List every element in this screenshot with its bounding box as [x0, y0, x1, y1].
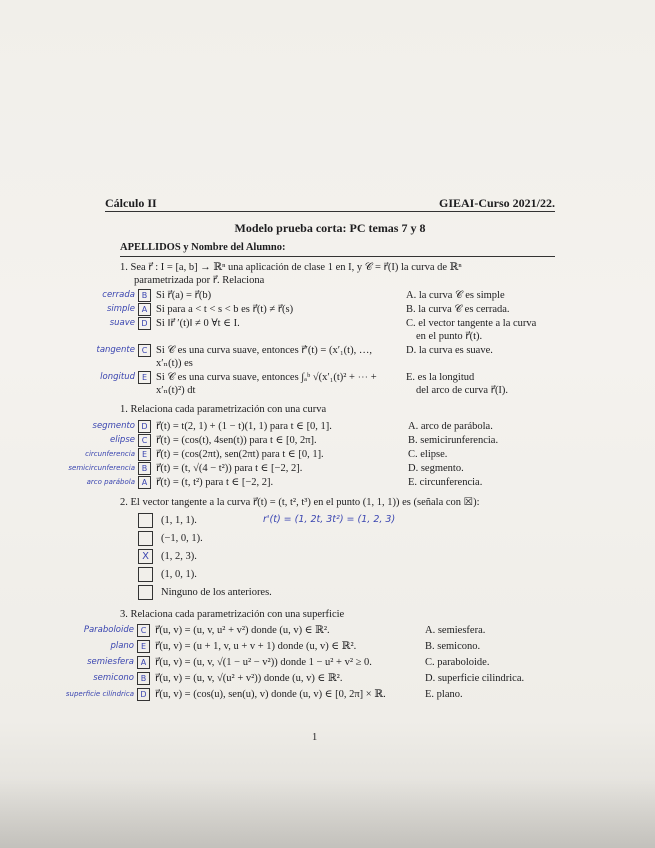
answer-box[interactable]: A — [138, 303, 151, 316]
q1-item: Si 𝒞 es una curva suave, entonces ∫ₐᵇ √(x′₁(t)² + ⋯ + x′ₙ(t)²) dt — [156, 372, 377, 396]
exam-title: Modelo prueba corta: PC temas 7 y 8 — [234, 221, 426, 235]
q2-row — [138, 513, 555, 528]
q1b-row — [109, 434, 555, 447]
q1b-option: B. semicirunferencia. — [408, 435, 499, 446]
q1-row — [96, 344, 555, 370]
q1-row — [106, 303, 555, 316]
answer-box[interactable]: D — [137, 688, 150, 701]
q1-item: Si ‖r⃗ ′(t)‖ ≠ 0 ∀t ∈ I. — [156, 318, 240, 329]
annotation: superficie cilíndrica — [65, 690, 134, 698]
annotation: semicono — [93, 673, 134, 683]
checkbox[interactable] — [138, 531, 153, 546]
q1b-row — [68, 462, 555, 475]
q3-option: A. semiesfera. — [425, 625, 486, 636]
q1b-item: r⃗(t) = (cos(t), 4sen(t)) para t ∈ [0, 2π]. — [156, 435, 317, 446]
annotation: circunferencia — [85, 450, 135, 458]
q1b-option: E. circunferencia. — [408, 477, 483, 488]
answer-box[interactable]: E — [138, 371, 151, 384]
annotation: Paraboloide — [83, 625, 134, 635]
answer-box[interactable]: E — [138, 448, 151, 461]
q3-option: B. semicono. — [425, 641, 481, 652]
question-1b — [68, 403, 555, 489]
q1b-row — [92, 420, 555, 433]
q1-option: A. la curva 𝒞 es simple — [406, 290, 505, 301]
q1-row — [109, 317, 555, 343]
q1b-item: r⃗(t) = t(2, 1) + (1 − t)(1, 1) para t ∈ [0, 1]. — [156, 421, 332, 432]
annotation: segmento — [92, 421, 135, 431]
answer-box[interactable]: C — [138, 344, 151, 357]
answer-box[interactable]: B — [137, 672, 150, 685]
q1b-option: D. segmento. — [408, 463, 464, 474]
answer-box[interactable]: C — [138, 434, 151, 447]
q3-item: r⃗(u, v) = (u, v, u² + v²) donde (u, v) ∈ ℝ². — [155, 625, 330, 636]
answer-box[interactable]: E — [137, 640, 150, 653]
checkbox-checked[interactable]: X — [138, 549, 153, 564]
q1b-option: A. arco de parábola. — [408, 421, 493, 432]
q2-stem: 2. El vector tangente a la curva r⃗(t) = (t, t², t³) en el punto (1, 1, 1)) es (señala con ☒): — [120, 497, 480, 508]
q3-option: E. plano. — [425, 689, 463, 700]
q1b-option: C. elipse. — [408, 449, 448, 460]
q3-option: C. paraboloide. — [425, 657, 490, 668]
q1b-item: r⃗(t) = (t, t²) para t ∈ [−2, 2]. — [156, 477, 274, 488]
q3-option: D. superficie cilindrica. — [425, 673, 525, 684]
q1-option: D. la curva es suave. — [406, 345, 493, 356]
annotation: cerrada — [102, 290, 135, 300]
course-name: Cálculo II — [105, 196, 157, 210]
q1-item: Si para a < t < s < b es r⃗(t) ≠ r⃗(s) — [156, 304, 294, 315]
q3-item: r⃗(u, v) = (u + 1, v, u + v + 1) donde (u, v) ∈ ℝ². — [155, 641, 357, 652]
q1b-item: r⃗(t) = (t, √(4 − t²)) para t ∈ [−2, 2]. — [156, 463, 303, 474]
program-year: GIEAI-Curso 2021/22. — [438, 196, 555, 210]
exam-content — [65, 196, 555, 701]
q3-item: r⃗(u, v) = (u, v, √(1 − u² − v²)) donde 1 − u² + v² ≥ 0. — [155, 657, 372, 668]
q1-option: E. es la longitud — [406, 372, 475, 383]
student-name-line — [120, 256, 555, 257]
q1-option: del arco de curva r⃗(I). — [416, 385, 509, 396]
answer-box[interactable]: B — [138, 462, 151, 475]
question-2 — [120, 496, 555, 600]
checkbox[interactable] — [138, 585, 153, 600]
photo-shadow — [0, 778, 655, 848]
answer-box[interactable]: D — [138, 420, 151, 433]
annotation: semiesfera — [87, 657, 134, 667]
q3-row — [65, 688, 555, 701]
q1b-row — [85, 448, 555, 461]
q2-row — [138, 549, 555, 564]
q1-option: en el punto r⃗(t). — [416, 331, 483, 342]
q1-item: Si r⃗(a) = r⃗(b) — [156, 290, 212, 301]
q3-item: r⃗(u, v) = (cos(u), sen(u), v) donde (u, v) ∈ [0, 2π] × ℝ. — [155, 689, 386, 700]
annotation: arco parábola — [86, 478, 135, 486]
q2-option: (−1, 0, 1). — [161, 533, 203, 544]
q1b-row — [86, 476, 555, 489]
annotation: longitud — [100, 372, 135, 382]
annotation: simple — [106, 304, 135, 314]
answer-box[interactable]: C — [137, 624, 150, 637]
q1-option: B. la curva 𝒞 es cerrada. — [406, 304, 510, 315]
q1-row — [100, 371, 555, 397]
answer-box[interactable]: D — [138, 317, 151, 330]
annotation: tangente — [96, 345, 135, 355]
q2-option: (1, 1, 1). — [161, 515, 197, 526]
q3-row — [83, 624, 555, 637]
student-name-label: APELLIDOS y Nombre del Alumno: — [120, 242, 286, 253]
q2-row — [138, 567, 555, 582]
q1-row — [102, 289, 555, 302]
q3-row — [110, 640, 555, 653]
question-3 — [65, 608, 555, 701]
q3-item: r⃗(u, v) = (u, v, √(u² + v²)) donde (u, v) ∈ ℝ². — [155, 673, 343, 684]
annotation: elipse — [109, 435, 135, 445]
q2-row — [138, 531, 555, 546]
q1-stem: 1. Sea r⃗ : I = [a, b] → ℝⁿ una aplicación de clase 1 en I, y 𝒞 = r⃗(I) la curva de ℝⁿ — [120, 262, 462, 273]
question-1 — [96, 261, 555, 397]
page-number: 1 — [312, 732, 318, 743]
answer-box[interactable]: A — [137, 656, 150, 669]
header — [105, 196, 555, 211]
annotation: suave — [109, 318, 135, 328]
q2-option: (1, 2, 3). — [161, 551, 197, 562]
q2-row — [138, 585, 555, 600]
q2-option: Ninguno de los anteriores. — [161, 587, 272, 598]
checkbox[interactable] — [138, 513, 153, 528]
annotation: plano — [110, 641, 134, 651]
q2-option: (1, 0, 1). — [161, 569, 197, 580]
q1-item: Si 𝒞 es una curva suave, entonces r⃗′(t) = (x′₁(t), …, x′ₙ(t)) es — [156, 345, 372, 369]
q1b-item: r⃗(t) = (cos(2πt), sen(2πt) para t ∈ [0, 1]. — [156, 449, 324, 460]
answer-box[interactable]: A — [138, 476, 151, 489]
q1-stem-2: parametrizada por r⃗. Relaciona — [134, 275, 265, 286]
annotation: r'(t) = (1, 2t, 3t²) = (1, 2, 3) — [263, 514, 396, 525]
q3-stem: 3. Relaciona cada parametrización con una superficie — [120, 609, 345, 620]
header-rule — [105, 211, 555, 212]
q3-row — [87, 656, 555, 669]
q1-option: C. el vector tangente a la curva — [406, 318, 537, 329]
q3-row — [93, 672, 555, 685]
checkbox[interactable] — [138, 567, 153, 582]
answer-box[interactable]: B — [138, 289, 151, 302]
q1b-stem: 1. Relaciona cada parametrización con una curva — [120, 404, 327, 415]
annotation: semicircunferencia — [68, 464, 135, 472]
